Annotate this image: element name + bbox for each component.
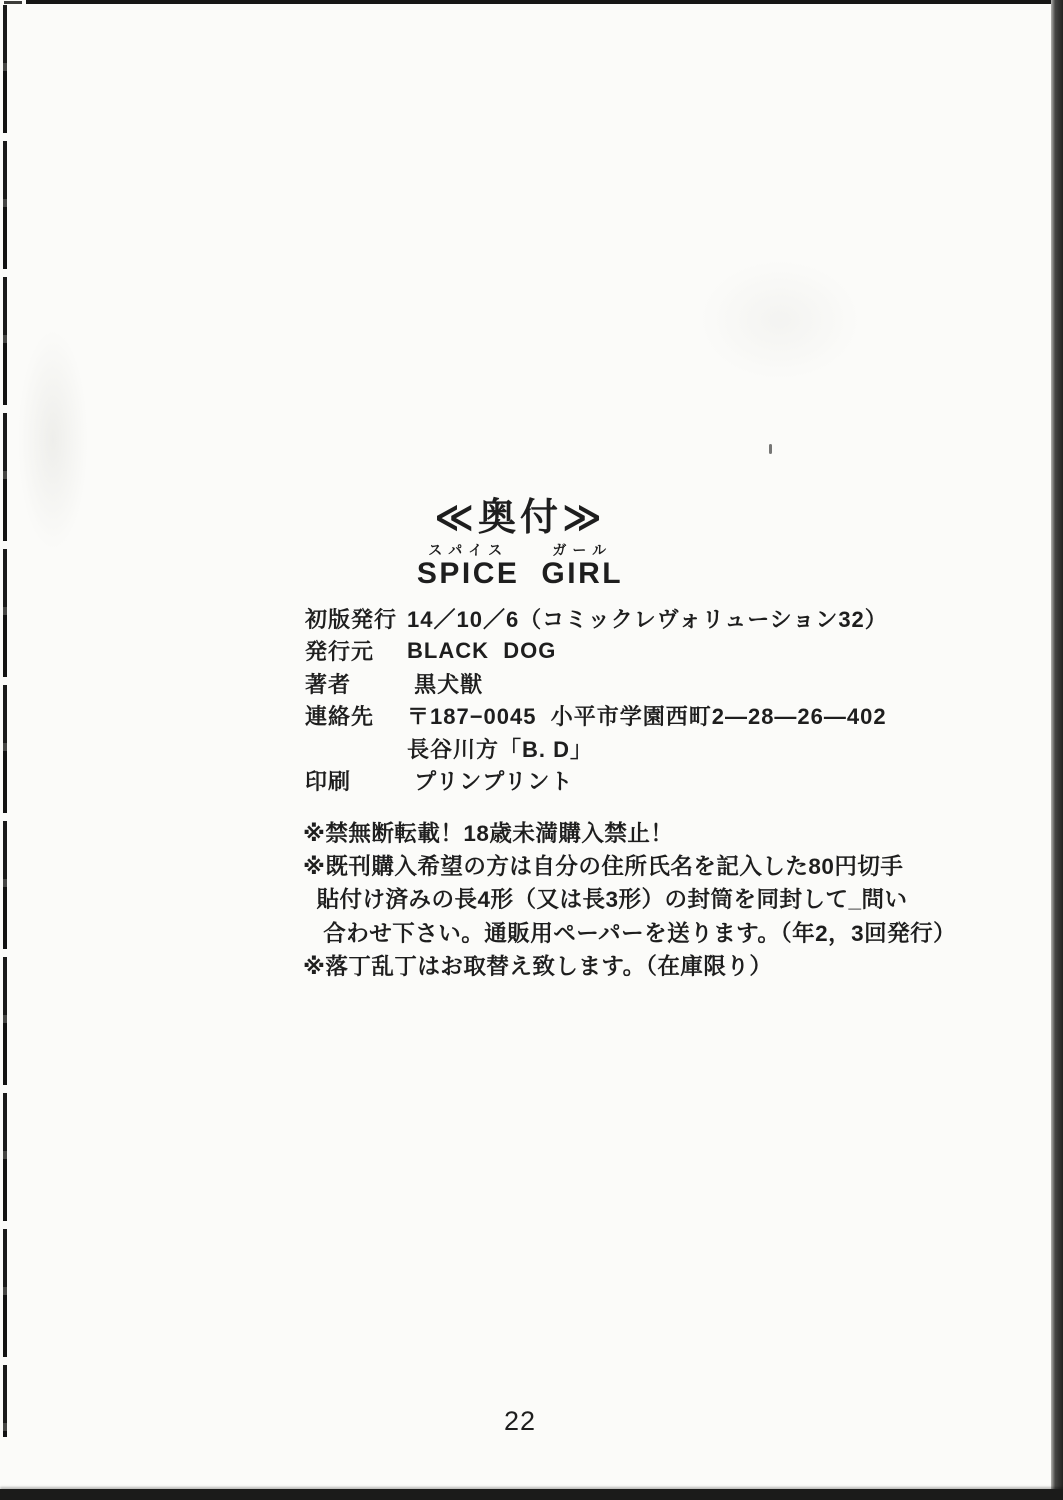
scan-edge-right: [1051, 0, 1063, 1500]
info-label: 著者: [305, 671, 352, 697]
book-title: [0, 543, 1040, 590]
title-furigana-girl: ガール: [552, 542, 613, 558]
info-row-contact: [305, 700, 888, 733]
info-value: プリンプリント: [407, 769, 574, 795]
note-line: ※落丁乱丁はお取替え致します。（在庫限り）: [303, 953, 773, 979]
colophon-notes: [303, 817, 956, 983]
note-line: ※既刊購入希望の方は自分の住所氏名を記入した80円切手: [303, 854, 904, 880]
info-value: 長谷川方「B. D」: [407, 736, 594, 762]
info-row-first-edition: [305, 602, 888, 635]
scan-artifact-speck: [769, 444, 772, 454]
title-furigana-spice: スパイス: [428, 542, 509, 558]
title-base-girl: GIRL: [541, 557, 624, 590]
title-word-girl: [541, 543, 623, 590]
note-line: 貼付け済みの長4形（又は長3形）の封筒を同封して_問い: [303, 887, 908, 913]
info-label: 発行元: [305, 639, 375, 665]
scan-edge-bottom: [0, 1489, 1063, 1500]
title-word-spice: [417, 543, 520, 590]
colophon-heading: ≪奥付≫: [434, 497, 606, 539]
info-label: 初版発行: [305, 606, 398, 632]
info-row-printer: [305, 765, 888, 798]
info-value: BLACK DOG: [407, 637, 557, 663]
page-number: 22: [503, 1406, 537, 1436]
info-row-author: [305, 667, 888, 700]
scan-edge-left: [3, 5, 7, 1437]
scan-edge-top: [26, 0, 1057, 4]
title-base-spice: SPICE: [416, 557, 520, 590]
info-row-publisher: [305, 635, 888, 668]
info-value: 〒187−0045 小平市学園西町2—28—26—402: [407, 704, 887, 730]
info-value: 黒犬獣: [407, 671, 484, 697]
publication-info: [305, 602, 888, 797]
info-label: 印刷: [305, 769, 352, 795]
info-label: 連絡先: [305, 704, 375, 730]
note-line: 合わせ下さい。通販用ペーパーを送ります。（年2，3回発行）: [303, 920, 957, 946]
info-value: 14／10／6（コミックレヴォリューション32）: [407, 606, 888, 632]
info-row-contact-2: [305, 732, 888, 765]
scan-edge-top-fragment: [4, 1, 22, 4]
note-line: ※禁無断転載！18歳未満購入禁止！: [303, 821, 674, 846]
